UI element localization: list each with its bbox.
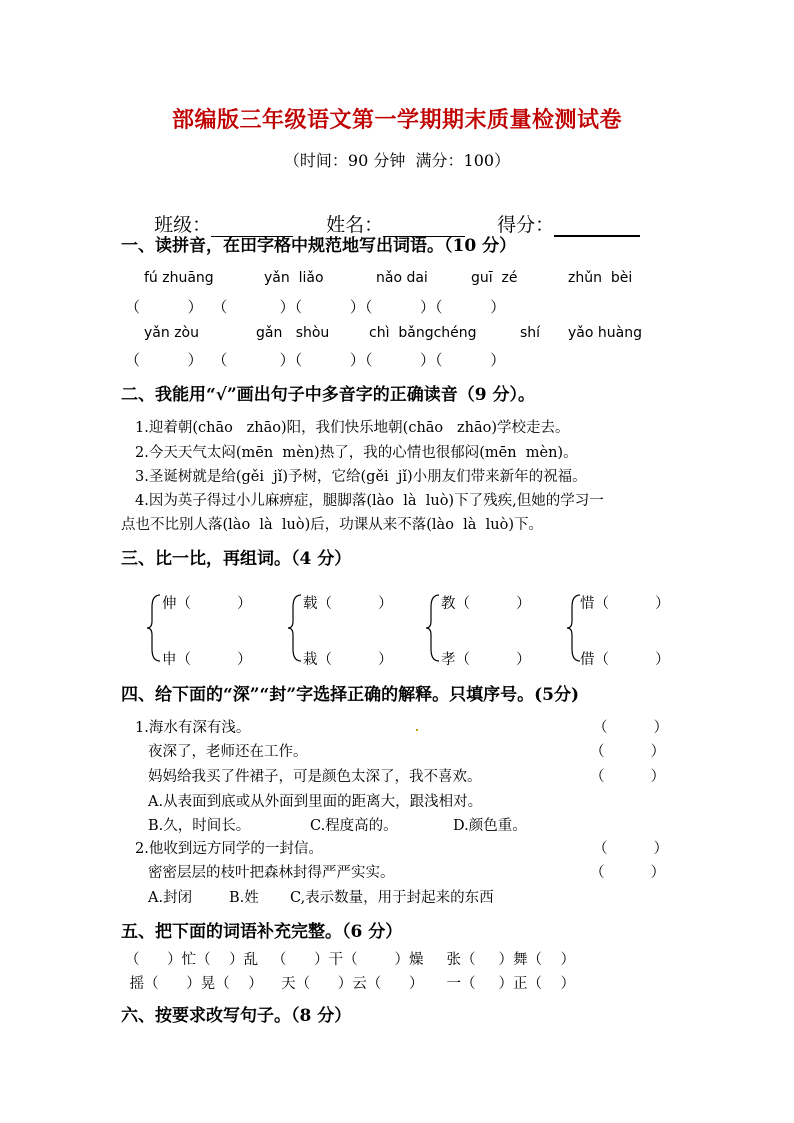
polyphone-sentence-1: 1.迎着朝(chāo zhāo)阳，我们快乐地朝(chāo zhāo)学校走去。 bbox=[135, 420, 570, 436]
answer-parens-row2[interactable]: （ ） （ ）（ ）（ ）（ ） bbox=[125, 351, 506, 369]
compare-word-top[interactable]: 伸（ ） bbox=[162, 596, 252, 612]
polyphone-sentence-3: 3.圣诞树就是给(gěi jǐ)予树，它给(gěi jǐ)小朋友们带来新年的祝福。 bbox=[135, 469, 587, 485]
section4-heading: 四、给下面的“深”“封”字选择正确的解释。只填序号。(5分) bbox=[121, 685, 580, 705]
class-field bbox=[142, 188, 293, 237]
compare-word-top[interactable]: 惜（ ） bbox=[580, 596, 670, 612]
option-a: A.从表面到底或从外面到里面的距离大，跟浅相对。 bbox=[148, 794, 483, 810]
polyphone-sentence-4: 4.因为英子得过小儿麻痹症，腿脚落(lào là luò)下了残疾,但她的学习一 bbox=[135, 493, 604, 509]
option-a: A.封闭 bbox=[148, 890, 193, 906]
pinyin-10: yǎo huàng bbox=[568, 325, 642, 341]
pinyin-1: fú zhuāng bbox=[144, 270, 214, 286]
compare-word-bottom[interactable]: 孝（ ） bbox=[441, 652, 531, 668]
answer-paren[interactable]: （ ） bbox=[593, 841, 669, 857]
option-c: C,表示数量，用于封起来的东西 bbox=[290, 890, 494, 906]
meaning-sentence: 2.他收到远方同学的一封信。 bbox=[135, 841, 323, 857]
option-b: B.姓 bbox=[229, 890, 259, 906]
meaning-sentence: 夜深了，老师还在工作。 bbox=[148, 744, 308, 760]
answer-paren[interactable]: （ ） bbox=[593, 720, 669, 736]
pinyin-2: yǎn liǎo bbox=[264, 270, 324, 286]
meaning-sentence: 密密层层的枝叶把森林封得严严实实。 bbox=[148, 865, 395, 881]
exam-subtitle: （时间：90 分钟 满分：100） bbox=[283, 151, 511, 170]
meaning-sentence: 妈妈给我买了件裙子，可是颜色太深了，我不喜欢。 bbox=[148, 769, 482, 785]
compare-word-bottom[interactable]: 借（ ） bbox=[580, 652, 670, 668]
option-d: D.颜色重。 bbox=[453, 818, 527, 834]
compare-word-top[interactable]: 教（ ） bbox=[441, 596, 531, 612]
section5-heading: 五、把下面的词语补充完整。（6 分） bbox=[121, 922, 403, 942]
answer-paren[interactable]: （ ） bbox=[590, 769, 666, 785]
answer-paren[interactable]: （ ） bbox=[590, 865, 666, 881]
pinyin-7: gǎn shòu bbox=[256, 325, 330, 341]
fill-words-row2[interactable]: 摇（ ）晃（ ） 天（ ）云（ ） 一（ ）正（ ） bbox=[125, 976, 575, 992]
polyphone-sentence-4-cont: 点也不比别人落(lào là luò)后，功课从来不落(lào là luò)下。 bbox=[121, 517, 543, 533]
section1-heading: 一、读拼音，在田字格中规范地写出词语。（10 分） bbox=[121, 236, 517, 256]
name-label: 姓名： bbox=[326, 214, 384, 236]
pinyin-5: zhǔn bèi bbox=[568, 270, 633, 286]
brace-icon bbox=[425, 593, 441, 663]
brace-icon bbox=[287, 593, 303, 663]
brace-icon bbox=[146, 593, 162, 663]
pinyin-6: yǎn zòu bbox=[144, 325, 199, 341]
section3-heading: 三、比一比，再组词。（4 分） bbox=[121, 549, 352, 569]
answer-paren[interactable]: （ ） bbox=[590, 744, 666, 760]
answer-parens-row1[interactable]: （ ） （ ）（ ）（ ）（ ） bbox=[125, 298, 506, 316]
pinyin-4: guī zé bbox=[471, 270, 518, 286]
pinyin-9: shí bbox=[520, 325, 541, 341]
pinyin-3: nǎo dai bbox=[376, 270, 428, 286]
option-b: B.久，时间长。 bbox=[148, 818, 251, 834]
meaning-sentence: 1.海水有深有浅。 bbox=[135, 720, 251, 736]
polyphone-sentence-2: 2.今天天气太闷(mēn mèn)热了，我的心情也很郁闷(mēn mèn)。 bbox=[135, 445, 578, 461]
fill-words-row1[interactable]: （ ）忙（ ）乱 （ ）干（ ）燥 张（ ）舞（ ） bbox=[125, 952, 575, 968]
compare-word-top[interactable]: 载（ ） bbox=[303, 596, 393, 612]
score-blank[interactable] bbox=[554, 215, 640, 237]
stray-dot bbox=[416, 729, 418, 731]
score-label: 得分： bbox=[497, 214, 555, 236]
class-label: 班级： bbox=[154, 214, 212, 236]
page-title: 部编版三年级语文第一学期期末质量检测试卷 bbox=[171, 107, 622, 133]
option-c: C.程度高的。 bbox=[310, 818, 398, 834]
compare-word-bottom[interactable]: 栽（ ） bbox=[303, 652, 393, 668]
pinyin-8: chì bǎngchéng bbox=[369, 325, 477, 341]
score-field bbox=[485, 188, 640, 237]
name-field bbox=[314, 188, 465, 237]
section2-heading: 二、我能用“√”画出句子中多音字的正确读音（9 分）。 bbox=[121, 385, 535, 405]
section6-heading: 六、按要求改写句子。（8 分） bbox=[121, 1006, 352, 1026]
compare-word-bottom[interactable]: 申（ ） bbox=[162, 652, 252, 668]
